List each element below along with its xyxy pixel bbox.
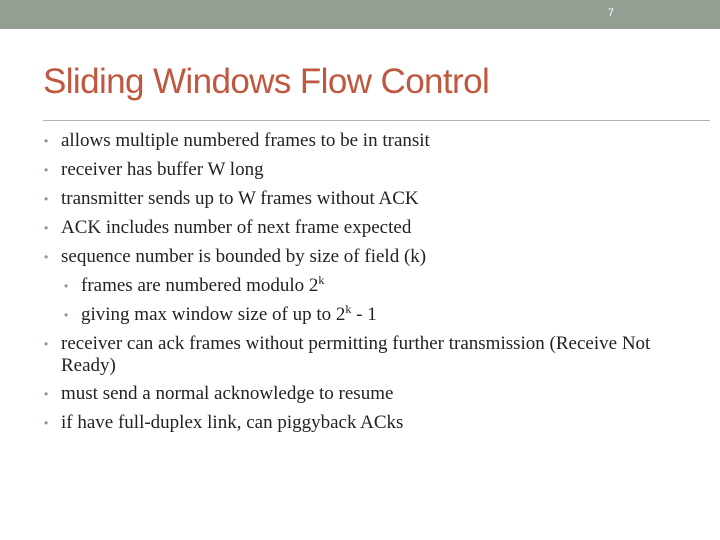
bullet-icon: • (44, 416, 49, 430)
superscript: k (318, 273, 325, 287)
bullet-item (44, 188, 684, 210)
bullet-item (44, 412, 684, 434)
bullet-text: allows multiple numbered frames to be in transit (61, 130, 430, 151)
bullet-icon: • (44, 337, 49, 351)
bullet-text: receiver can ack frames without permitting further transmission (Receive Not Ready) (61, 333, 651, 376)
bullet-icon: • (44, 163, 49, 177)
bullet-item (44, 333, 684, 377)
title-divider (43, 120, 710, 121)
slide-number: 7 (607, 7, 614, 19)
bullet-text: frames are numbered modulo 2 (81, 275, 319, 296)
bullet-icon: • (44, 192, 49, 206)
bullet-item (44, 246, 684, 268)
bullet-item (44, 383, 684, 405)
bullet-list (44, 130, 684, 441)
bullet-text: ACK includes number of next frame expected (61, 217, 412, 238)
bullet-text-tail: - 1 (351, 304, 377, 325)
bullet-item (44, 159, 684, 181)
superscript: k (345, 302, 352, 316)
bullet-icon: • (64, 279, 69, 293)
bullet-text: transmitter sends up to W frames without ACK (61, 188, 419, 209)
bullet-text: receiver has buffer W long (61, 159, 264, 180)
bullet-item (44, 217, 684, 239)
top-bar (0, 0, 720, 29)
sub-bullet-item (44, 275, 684, 297)
bullet-text: must send a normal acknowledge to resume (61, 383, 394, 404)
bullet-text: sequence number is bounded by size of field (k) (61, 246, 427, 267)
bullet-icon: • (44, 387, 49, 401)
bullet-icon: • (64, 308, 69, 322)
bullet-icon: • (44, 134, 49, 148)
bullet-text: if have full-duplex link, can piggyback ACks (61, 412, 404, 433)
bullet-item (44, 130, 684, 152)
slide-title: Sliding Windows Flow Control (43, 62, 490, 101)
sub-bullet-item (44, 304, 684, 326)
bullet-icon: • (44, 221, 49, 235)
bullet-text: giving max window size of up to 2 (81, 304, 346, 325)
bullet-icon: • (44, 250, 49, 264)
